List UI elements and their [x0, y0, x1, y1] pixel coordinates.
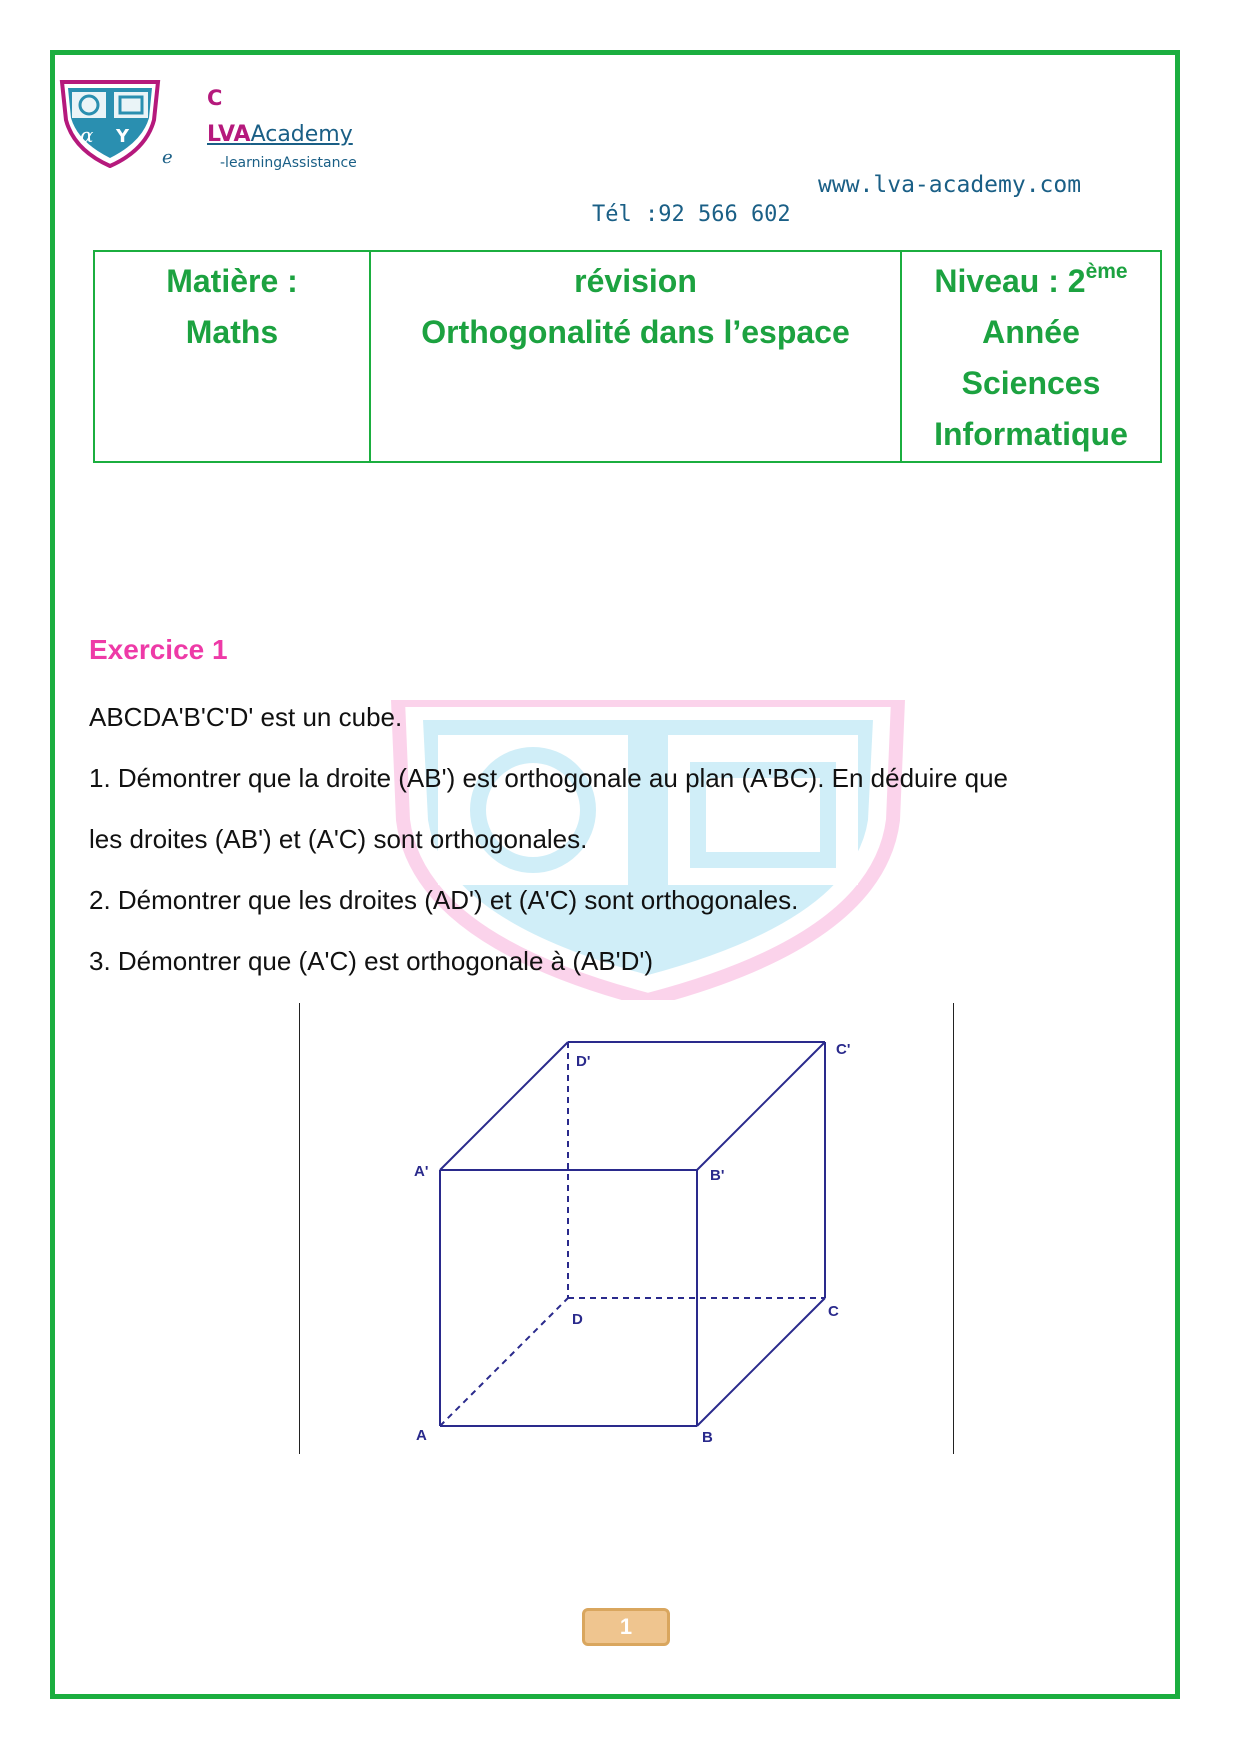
phone-number: Tél :92 566 602 [592, 202, 791, 227]
edge-BC [697, 1298, 825, 1426]
cube-figure [400, 1030, 860, 1450]
title-line-1: révision [574, 263, 697, 299]
website-link[interactable]: www.lva-academy.com [818, 172, 1082, 198]
lva-academy-logo [58, 78, 162, 168]
brand-prefix: LVA [207, 122, 251, 147]
exercise-title: Exercice 1 [89, 634, 228, 665]
edge-B1C1 [697, 1042, 825, 1170]
vertex-label-D: D [572, 1311, 583, 1328]
level-line-4: Informatique [934, 416, 1128, 452]
brand-letter: C [207, 86, 223, 110]
vertex-label-C: C [828, 1303, 839, 1320]
vertex-label-D-prime: D' [576, 1053, 591, 1070]
subject-cell [94, 251, 370, 462]
brand-e-letter: e [162, 147, 173, 168]
figure-left-border [299, 1003, 300, 1454]
level-superscript: ème [1085, 260, 1128, 283]
course-info-table [93, 250, 1162, 463]
edge-AD [440, 1298, 568, 1426]
level-line-1 [903, 256, 1159, 307]
exercise-line: 2. Démontrer que les droites (AD') et (A'C) sont orthogonales. [89, 885, 799, 915]
edge-A1D1 [440, 1042, 568, 1170]
level-prefix: Niveau : 2 [934, 263, 1086, 299]
vertex-label-B-prime: B' [710, 1167, 725, 1184]
level-cell [901, 251, 1161, 462]
page-number: 1 [582, 1608, 670, 1646]
vertex-label-A-prime: A' [414, 1163, 429, 1180]
svg-text:Y: Y [116, 126, 130, 147]
brand-name [207, 122, 353, 147]
vertex-label-B: B [702, 1429, 713, 1446]
title-cell [370, 251, 901, 462]
exercise-line: ABCDA'B'C'D' est un cube. [89, 702, 403, 732]
vertex-label-A: A [416, 1427, 427, 1444]
figure-right-border [953, 1003, 954, 1454]
exercise-line: 1. Démontrer que la droite (AB') est orthogonale au plan (A'BC). En déduire que [89, 763, 1009, 793]
level-line-3: Sciences [961, 365, 1101, 401]
svg-text:α: α [80, 123, 94, 147]
title-line-2: Orthogonalité dans l’espace [421, 314, 850, 350]
vertex-label-C-prime: C' [836, 1041, 851, 1058]
subject-value: Maths [185, 314, 279, 350]
subject-label: Matière : [166, 263, 298, 299]
exercise-line: 3. Démontrer que (A'C) est orthogonale à (AB'D') [89, 946, 654, 976]
brand-suffix: Academy [250, 122, 353, 147]
level-line-2: Année [982, 314, 1080, 350]
brand-tagline: -learningAssistance [220, 155, 357, 171]
exercise-line: les droites (AB') et (A'C) sont orthogonales. [89, 824, 588, 854]
